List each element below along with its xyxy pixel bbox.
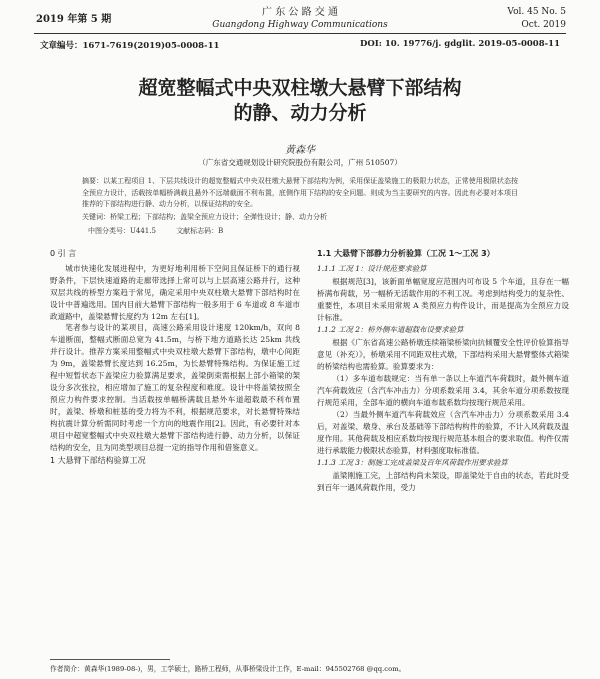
article-number: 文章编号：1671-7619(2019)05-0008-11 <box>40 41 220 51</box>
clc-number: 中图分类号：U441.5 <box>88 227 156 235</box>
volume-info <box>507 6 566 32</box>
author-affiliation: （广东省交通规划设计研究院股份有限公司，广州 510507） <box>198 158 402 167</box>
paragraph: 根据《广东省高速公路桥墩连续箱梁桥梁向抗倾覆安全性评价验算指导意见（补充）》，桥墩采用不同距双柱式墩，下部结构采用大悬臂整体式箱梁的桥梁结构也需验算。验算要求为： <box>317 338 569 372</box>
publication-date: Oct. 2019 <box>521 20 566 30</box>
title-line-1: 超宽整幅式中央双柱墩大悬臂下部结构 <box>138 77 462 99</box>
footnote-divider <box>50 659 170 660</box>
title-line-2: 的静、动力分析 <box>233 102 367 124</box>
paragraph: 盖梁刚施工完，上部结构尚未架设，即盖梁处于自由的状态，若此时受到百年一遇风荷载作用，受力 <box>317 471 569 493</box>
paragraph: （2）当最外侧车道汽车荷载效应（含汽车冲击力）分项系数采用 3.4 后，对盖梁、墩身、承台及基础等下部结构构件的验算，不计入风荷载及温度作用。其他荷载及相应系数均按现行规范基本组合的要求取值。构件仅需进行承载能力极限状态验算，材料强度取标准值。 <box>317 409 569 455</box>
section-introduction-heading: 0 引 言 <box>50 249 77 258</box>
subsection-1-1-3-heading: 1.1.3 工况 3：制施工完成盖梁及百年风荷载作用要求验算 <box>317 458 508 468</box>
subsection-1-1-2-heading: 1.1.2 工况 2：桥外侧车道超载布设要求验算 <box>317 325 464 335</box>
journal-name-cn: 广 东 公 路 交 通 <box>262 7 338 18</box>
left-column <box>50 246 300 470</box>
section-1-1-heading: 1.1 大悬臂下部静力分析验算（工况 1～工况 3） <box>317 249 495 258</box>
right-column <box>317 246 569 494</box>
paragraph: （1）多车道布载规定：当有单一条以上车道汽车荷载时，最外侧车道汽车荷载效应（含汽车冲击力）分项系数采用 3.4，其余车道分项系数按现行规范采用，全部车道的横向车道布载系数均按现行规范采用。 <box>317 374 569 407</box>
classification <box>88 226 241 236</box>
author-footnote: 作者简介：黄森华(1989-08-)，男，工学硕士，路桥工程师，从事桥梁设计工作，E-mail：945502768 @qq.com。 <box>50 665 406 673</box>
keywords: 关键词：桥梁工程；下部结构；盖梁全预应力设计；全弹性设计；静、动力分析 <box>82 213 327 221</box>
paper-title <box>0 76 600 126</box>
author-name: 黄森华 <box>285 145 315 156</box>
volume-number: Vol. 45 No. 5 <box>507 7 566 17</box>
subsection-1-1-1-heading: 1.1.1 工况 1：设计规范要求验算 <box>317 263 427 273</box>
paragraph: 根据规范[3]，该新面单幅宽度应范围内可布设 5 个车道，且存在一幅桥满布荷载，另一幅桥无活载作用的不利工况。考虑到结构受力的复杂性、重要性，本项目未采用常规 A 类预应力构件设计，而是提高为全预应力设计标准。 <box>317 276 569 322</box>
doi: DOI: 10. 19776/j. gdglit. 2019-05-0008-11 <box>360 39 560 49</box>
header-divider <box>34 33 566 34</box>
journal-name-en: Guangdong Highway Communications <box>212 20 388 30</box>
paragraph: 城市快速化发展进程中，为更好地利用桥下空间且保证桥下的通行视野条件，下层快速道路的走廊带选择上常可以与上层高速公路并行，这种双层共线的桥型方案趋于常见，确定采用中央双柱墩大悬臂下部结构时在设计中普遍选用。国内目前大悬臂下部结构一般多用于 6 车道或 8 车道市政道路中，盖梁悬臂长度约为 12m 左右[1]。 <box>50 263 300 321</box>
section-1-heading: 1 大悬臂下部结构验算工况 <box>50 456 146 466</box>
document-code: 文献标志码：B <box>176 227 224 235</box>
paragraph: 笔者参与设计的某项目，高速公路采用设计速度 120km/h，双向 8 车道断面，整幅式断面总宽为 41.5m，与桥下地方道路长达 25km 共线并行设计。推荐方案采用整幅式中央双柱墩大悬臂下部结构，墩中心间距为 9m，盖梁悬臂长度达到 16.25m，为长悬臂特殊结构。为保证施工过程中短暂状态下盖梁应力验算满足要求，盖梁倒束需根据上部小箱梁的架设分多次张拉，相应增加了施工的复杂程度和难度。设计中将盖梁按照全预应力构件要求控制。当活载按单幅桥满载且悬外车道超载最不利布置时，盖梁、桥墩和桩基的受力将为不利，根据规范要求，对长悬臂特殊结构抗震计算分析需同时考虑一个方向的地震作用[2]。因此，有必要针对本项目中超宽整幅式中央双柱墩大悬臂下部结构进行静、动力分析，以保证结构的安全，且为同类型项目总提一定的指导作用和借鉴意义。 <box>50 323 300 452</box>
issue-label: 2019 年第 5 期 <box>36 14 112 25</box>
abstract: 摘要：以某工程项目 1、下层共线设计的超宽整幅式中央双柱墩大悬臂下部结构为例，采用保证盖梁施工的极限力状态，正常使用极限状态按全预应力设计，活载按单幅桥满载且悬外不远端截面不利布置，底侧作用下结构的安全问题。则成为当主要研究的内容。因此有必要对本项目推荐的下部结构进行静、动力分析，以保证结构的安全。 <box>82 177 518 208</box>
